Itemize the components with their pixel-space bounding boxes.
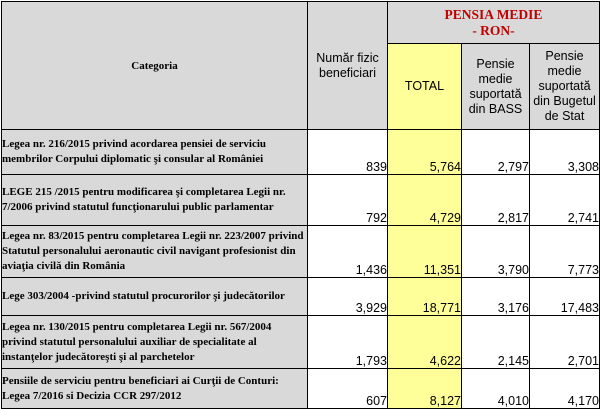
row-bass: 2,797 [462,130,530,175]
row-total: 18,771 [388,278,462,316]
row-beneficiaries: 1,436 [308,226,388,278]
row-total: 4,622 [388,316,462,369]
table-row [2,226,600,278]
row-category: Pensiile de serviciu pentru beneficiari ai Curţii de Conturi: Legea 7/2016 si Decizia CCR 297/2012 [2,369,308,409]
row-beneficiaries: 607 [308,369,388,409]
row-beneficiaries: 792 [308,175,388,226]
table-row [2,175,600,226]
row-state-budget: 17,483 [530,278,600,316]
header-total: TOTAL [388,44,462,130]
row-state-budget: 2,701 [530,316,600,369]
row-bass: 3,790 [462,226,530,278]
header-state-budget: Pensie medie suportată din Bugetul de Stat [530,44,600,130]
header-group-unit: - RON- [472,22,515,38]
row-state-budget: 3,308 [530,130,600,175]
row-state-budget: 7,773 [530,226,600,278]
row-category: Legea nr. 216/2015 privind acordarea pensiei de serviciu membrilor Corpului diplomatic şi consular al României [2,130,308,175]
table-row [2,369,600,409]
table-row [2,130,600,175]
row-bass: 4,010 [462,369,530,409]
header-group-title: PENSIA MEDIE [444,6,543,22]
row-total: 4,729 [388,175,462,226]
row-state-budget: 2,741 [530,175,600,226]
row-category: Lege 303/2004 -privind statutul procurorilor şi judecătorilor [2,278,308,316]
header-beneficiaries: Număr fizic beneficiari [308,2,388,130]
row-total: 11,351 [388,226,462,278]
header-category: Categoria [2,2,308,130]
row-category: LEGE 215 /2015 pentru modificarea şi completarea Legii nr. 7/2006 privind statutul funcţionarului public parlamentar [2,175,308,226]
row-category: Legea nr. 83/2015 pentru completarea Legii nr. 223/2007 privind Statutul personalului aeronautic civil navigant profesionist din aviaţia civilă din România [2,226,308,278]
row-total: 8,127 [388,369,462,409]
row-total: 5,764 [388,130,462,175]
row-bass: 2,817 [462,175,530,226]
table-row [2,278,600,316]
row-beneficiaries: 3,929 [308,278,388,316]
pension-table [1,1,600,409]
row-bass: 3,176 [462,278,530,316]
row-bass: 2,145 [462,316,530,369]
header-bass: Pensie medie suportată din BASS [462,44,530,130]
row-beneficiaries: 839 [308,130,388,175]
table-row [2,316,600,369]
row-state-budget: 4,170 [530,369,600,409]
row-beneficiaries: 1,793 [308,316,388,369]
header-average-pension [388,2,600,44]
row-category: Legea nr. 130/2015 pentru completarea Legii nr. 567/2004 privind statutul personalului auxiliar de specialitate al instanţelor judecătoreşti şi al parchetelor [2,316,308,369]
